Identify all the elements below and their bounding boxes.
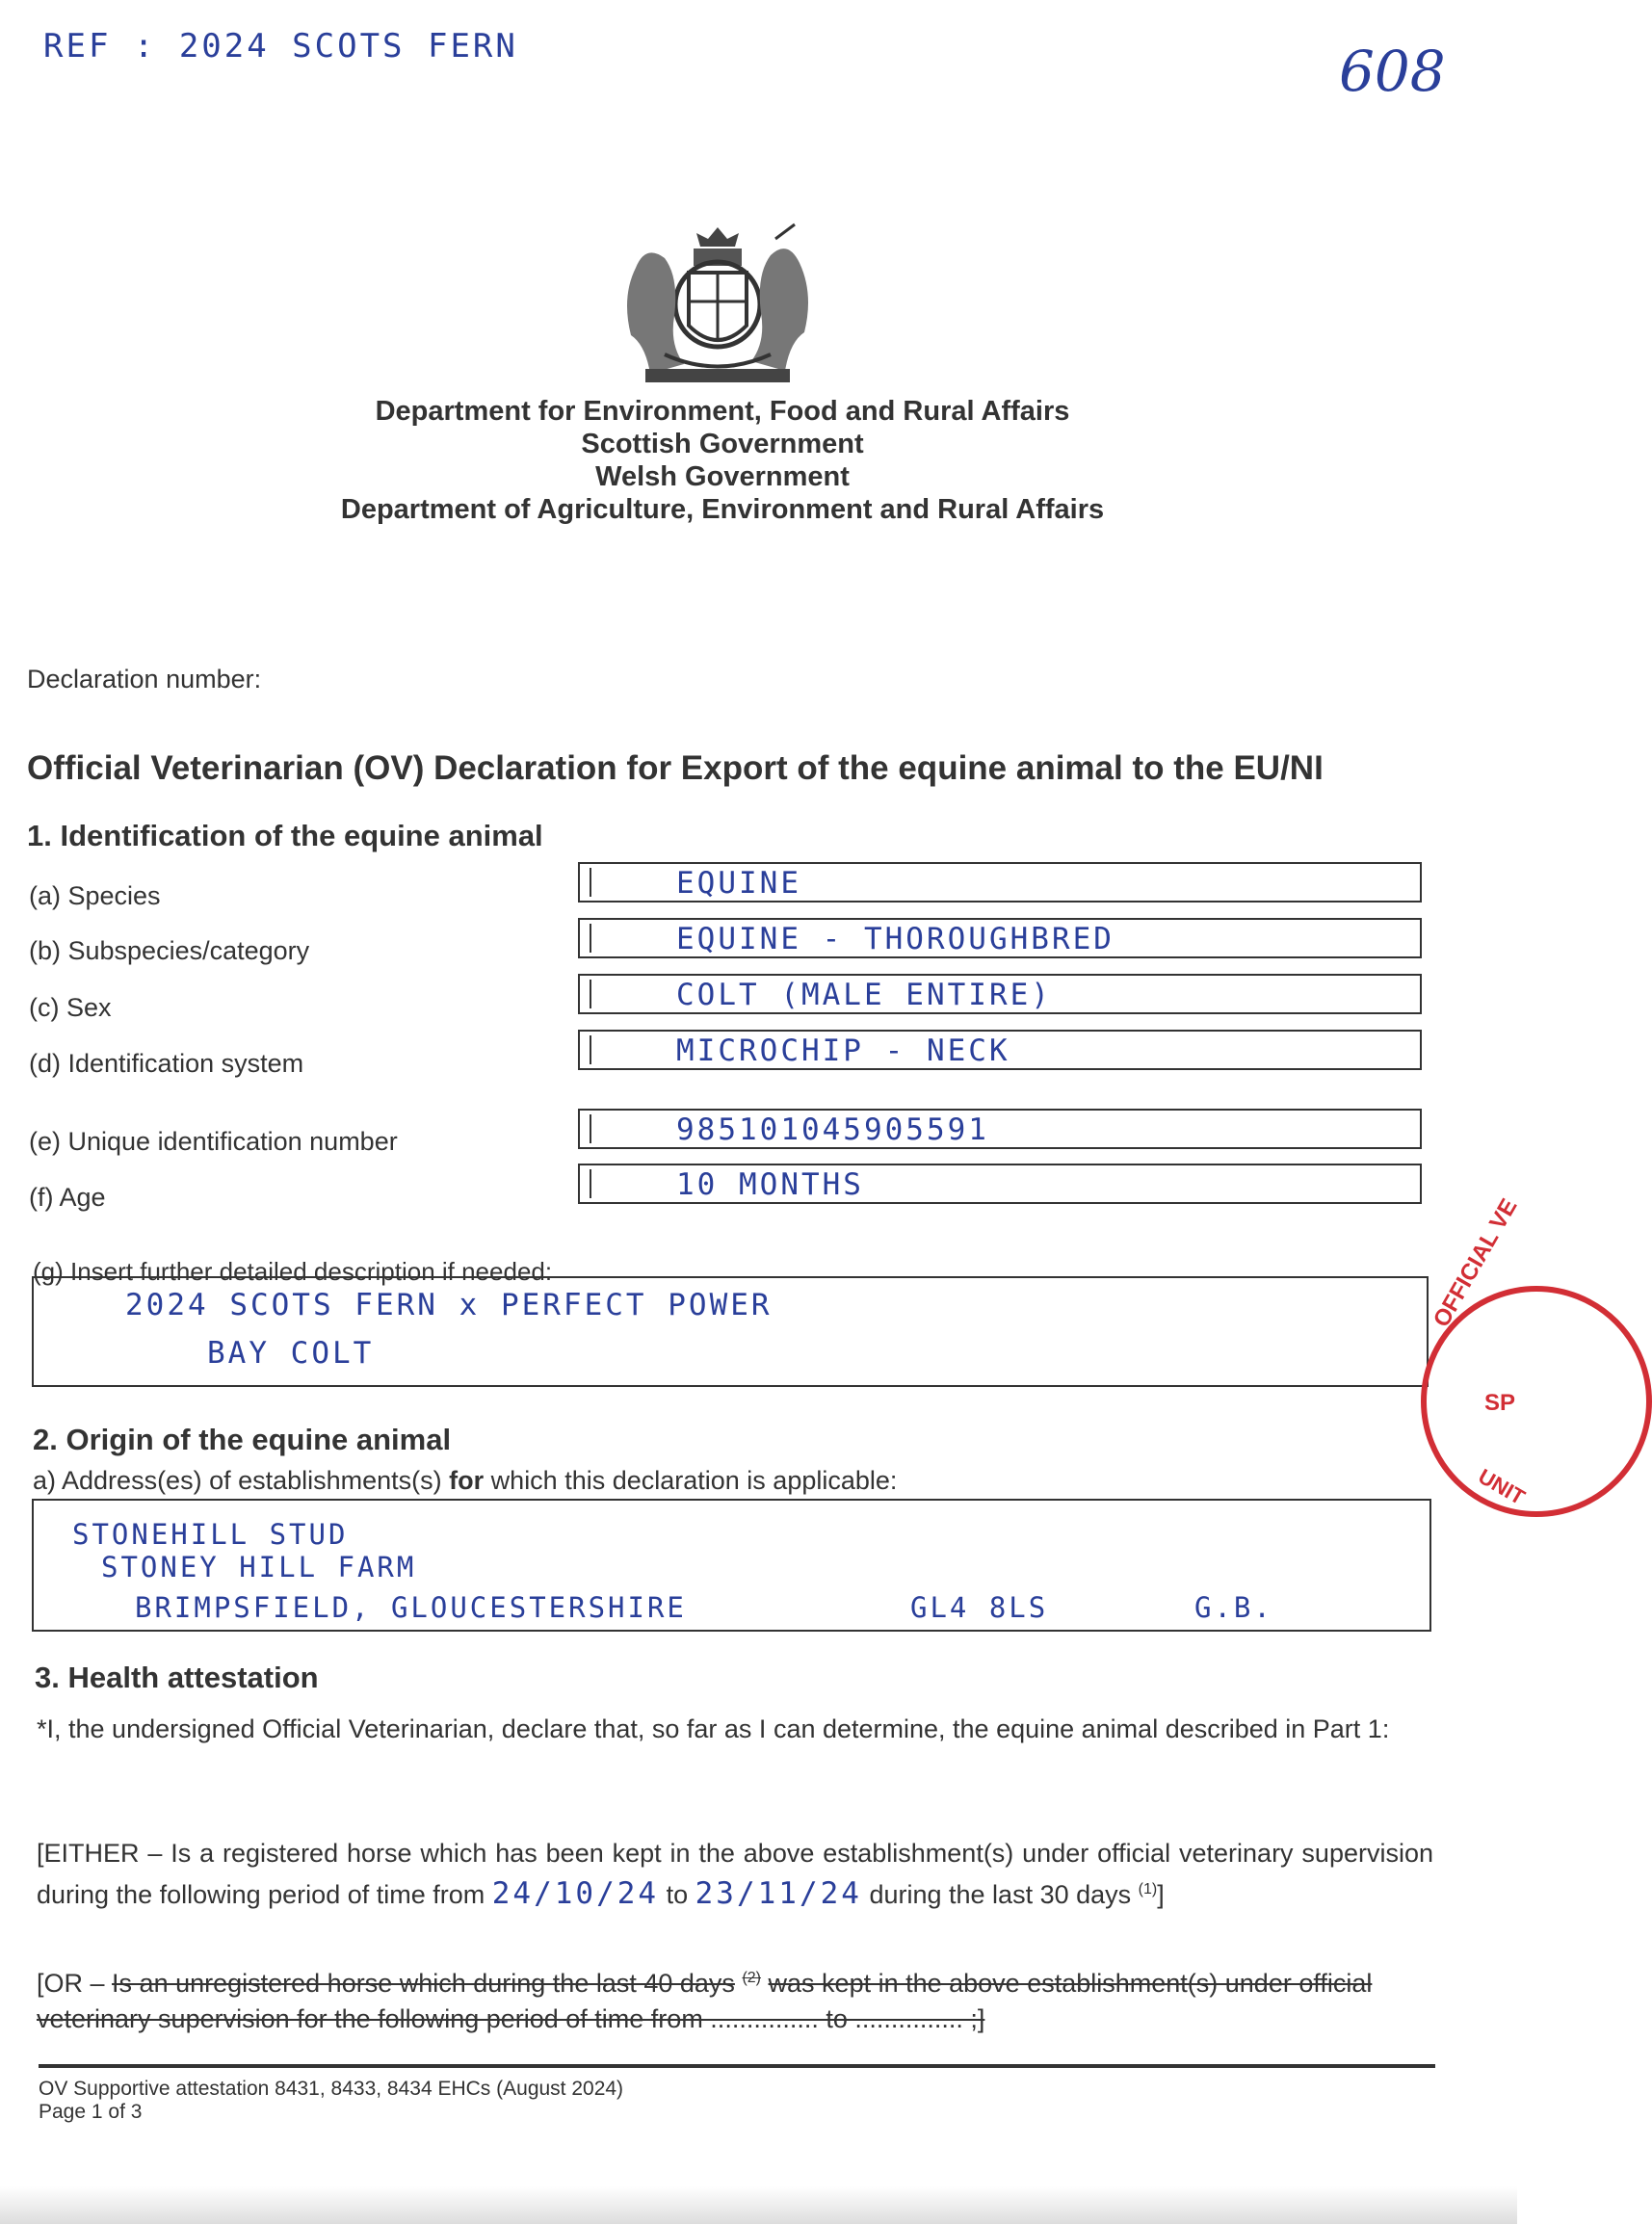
description-line: BAY COLT <box>207 1336 375 1371</box>
establishment-label <box>33 1466 897 1496</box>
either-from-date: 24/10/24 <box>491 1876 660 1911</box>
royal-crest-icon <box>616 220 819 393</box>
description-field[interactable] <box>32 1276 1429 1387</box>
field-divider <box>590 924 591 953</box>
age-label: (f) Age <box>29 1183 106 1212</box>
official-stamp <box>1421 1194 1652 1517</box>
either-to-date: 23/11/24 <box>695 1876 862 1911</box>
stamp-arc-text: OFFICIAL VE <box>1428 1194 1523 1332</box>
identification-system-value: MICROCHIP - NECK <box>676 1034 1010 1068</box>
footer-page-number: Page 1 of 3 <box>39 2101 143 2123</box>
species-label: (a) Species <box>29 881 161 910</box>
or-footnote-ref: (2) <box>742 1970 762 1986</box>
subspecies-field[interactable] <box>578 918 1422 958</box>
identification-system-label: (d) Identification system <box>29 1049 304 1078</box>
species-field[interactable] <box>578 862 1422 903</box>
department-list <box>0 395 1445 526</box>
address-line: STONEY HILL FARM <box>101 1551 417 1583</box>
department-line: Department of Agriculture, Environment and Rural Affairs <box>340 494 1105 525</box>
either-text: [EITHER – Is a registered horse which has been kept in the above establishment(s) under official veterinary supervision during the following period of time from <box>37 1839 1433 1909</box>
or-struck-text-continued: was kept in the above establishment(s) under official veterinary supervision for the following period of time from ............... to ............... ;] <box>37 1969 1373 2033</box>
identification-system-field[interactable] <box>578 1030 1422 1070</box>
description-line: 2024 SCOTS FERN x PERFECT POWER <box>125 1288 773 1322</box>
either-to-word: to <box>666 1880 689 1909</box>
section2-heading: 2. Origin of the equine animal <box>33 1423 452 1456</box>
establishment-label-start: a) Address(es) of establishments(s) <box>33 1466 450 1495</box>
section1-heading: 1. Identification of the equine animal <box>27 819 543 852</box>
address-field[interactable] <box>32 1499 1431 1632</box>
address-line: BRIMPSFIELD, GLOUCESTERSHIRE <box>135 1591 687 1624</box>
age-field[interactable] <box>578 1164 1422 1204</box>
postcode-value: GL4 8LS <box>910 1591 1049 1624</box>
age-value: 10 MONTHS <box>676 1167 864 1202</box>
document-title: Official Veterinarian (OV) Declaration for Export of the equine animal to the EU/NI <box>27 749 1324 787</box>
sex-label: (c) Sex <box>29 993 112 1022</box>
declaration-number-label: Declaration number: <box>27 665 262 693</box>
field-divider <box>590 1169 591 1198</box>
field-divider <box>590 1035 591 1064</box>
sex-value: COLT (MALE ENTIRE) <box>676 978 1052 1012</box>
stamp-center-text: SP <box>1484 1390 1516 1416</box>
or-prefix: [OR – <box>37 1969 105 1998</box>
subspecies-value: EQUINE - THOROUGHBRED <box>676 922 1114 956</box>
either-end-text: during the last 30 days <box>869 1880 1132 1909</box>
footer-divider <box>39 2064 1435 2068</box>
unique-id-value: 985101045905591 <box>676 1112 989 1147</box>
either-close-bracket: ] <box>1157 1880 1165 1909</box>
handwritten-reference: REF : 2024 SCOTS FERN <box>43 27 518 65</box>
establishment-label-end: which this declaration is applicable: <box>484 1466 898 1495</box>
sex-field[interactable] <box>578 974 1422 1014</box>
address-line: STONEHILL STUD <box>72 1518 349 1551</box>
department-line: Scottish Government <box>581 429 864 459</box>
section3-heading: 3. Health attestation <box>35 1661 319 1694</box>
or-clause <box>37 1960 1433 2037</box>
field-divider <box>590 868 591 897</box>
unique-id-field[interactable] <box>578 1109 1422 1149</box>
description-label: (g) Insert further detailed description if needed: <box>33 1257 553 1286</box>
or-struck-text: Is an unregistered horse which during the last 40 days <box>112 1969 735 1998</box>
unique-id-label: (e) Unique identification number <box>29 1127 398 1156</box>
field-divider <box>590 1114 591 1143</box>
stamp-bottom-text: UNIT <box>1474 1463 1530 1510</box>
subspecies-label: (b) Subspecies/category <box>29 936 310 965</box>
footer-attestation: OV Supportive attestation 8431, 8433, 8434 EHCs (August 2024) <box>39 2078 624 2100</box>
either-footnote-ref: (1) <box>1138 1881 1158 1897</box>
country-value: G.B. <box>1194 1591 1273 1624</box>
establishment-label-bold: for <box>449 1466 485 1495</box>
field-divider <box>590 980 591 1008</box>
footer <box>39 2078 623 2124</box>
department-line: Department for Environment, Food and Rural Affairs <box>375 396 1070 427</box>
attestation-intro: *I, the undersigned Official Veterinarian, declare that, so far as I can determine, the equine animal described in Part 1: <box>37 1714 1390 1743</box>
scan-bottom-edge <box>0 2186 1517 2224</box>
department-line: Welsh Government <box>595 461 850 492</box>
handwritten-page-number: 608 <box>1339 39 1446 104</box>
species-value: EQUINE <box>676 866 801 901</box>
either-clause <box>37 1836 1433 1913</box>
